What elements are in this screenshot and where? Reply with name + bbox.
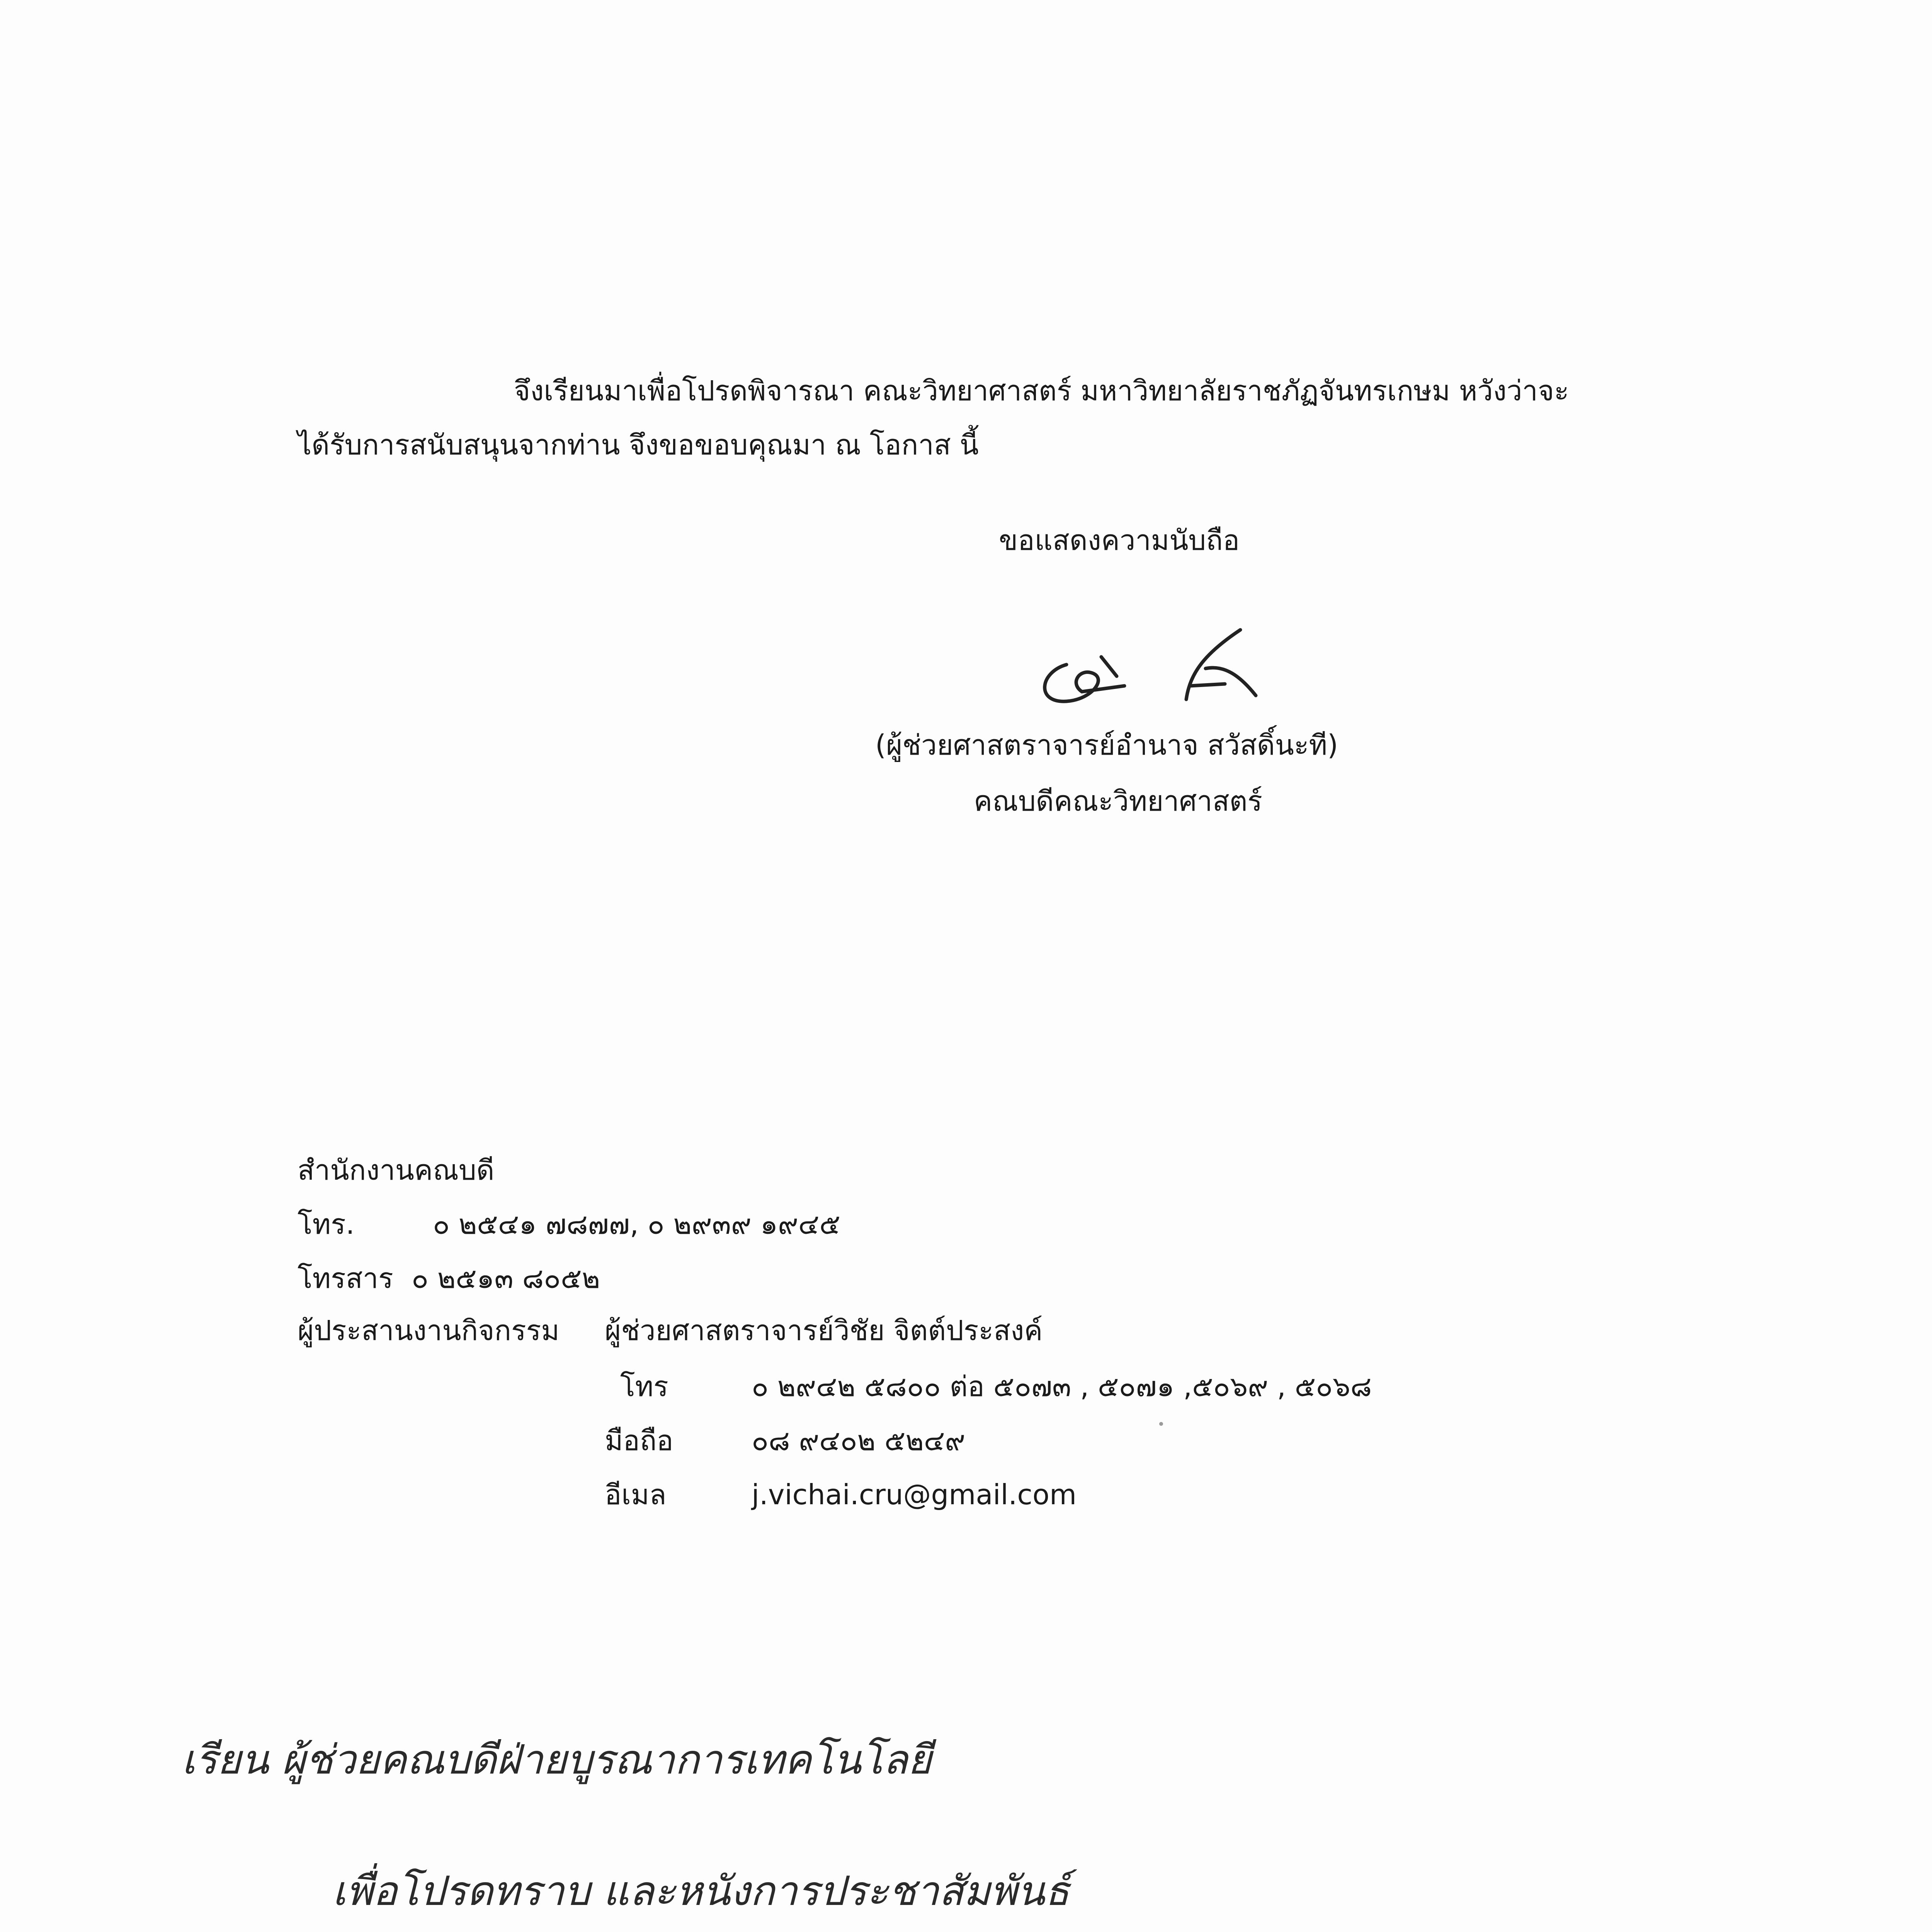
fax-label: โทรสาร	[298, 1262, 393, 1294]
coordinator-label: ผู้ประสานงานกิจกรรม	[298, 1314, 560, 1347]
signatory-name: (ผู้ช่วยศาสตราจารย์อำนาจ สวัสดิ์นะที)	[875, 729, 1338, 761]
scan-speck	[1159, 1422, 1163, 1426]
office-name: สำนักงานคณบดี	[298, 1154, 495, 1186]
phone-label: โทร.	[298, 1208, 355, 1240]
handwritten-note-line2: เพื่อโปรดทราบ และหนังการประชาสัมพันธ์	[332, 1867, 1070, 1915]
handwritten-note-line1: เรียน ผู้ช่วยคณบดีฝ่ายบูรณาการเทคโนโลยี	[182, 1736, 932, 1783]
coordinator-name: ผู้ช่วยศาสตราจารย์วิชัย จิตต์ประสงค์	[605, 1314, 1043, 1347]
closing-paragraph-line1: จึงเรียนมาเพื่อโปรดพิจารณา คณะวิทยาศาสตร์ มหาวิทยาลัยราชภัฏจันทรเกษม หวังว่าจะ	[514, 374, 1569, 407]
mobile-value: ๐๘ ๙๔๐๒ ๕๒๔๙	[752, 1424, 966, 1457]
salutation: ขอแสดงความนับถือ	[999, 524, 1240, 556]
closing-paragraph-line2: ได้รับการสนับสนุนจากท่าน จึงขอขอบคุณมา ณ โอกาส นี้	[298, 429, 979, 461]
coordinator-phone-value: ๐ ๒๙๔๒ ๕๘๐๐ ต่อ ๕๐๗๓ , ๕๐๗๑ ,๕๐๖๙ , ๕๐๖๘	[752, 1370, 1372, 1403]
mobile-label: มือถือ	[605, 1424, 673, 1457]
dean-signature	[1024, 618, 1287, 719]
email-label: อีเมล	[605, 1478, 667, 1511]
signatory-title: คณบดีคณะวิทยาศาสตร์	[974, 785, 1263, 817]
coordinator-phone-label: โทร	[620, 1370, 668, 1403]
phone-value: ๐ ๒๕๔๑ ๗๘๗๗, ๐ ๒๙๓๙ ๑๙๔๕	[433, 1208, 840, 1240]
email-value: j.vichai.cru@gmail.com	[752, 1478, 1077, 1511]
fax-value: ๐ ๒๕๑๓ ๘๐๕๒	[412, 1262, 600, 1294]
